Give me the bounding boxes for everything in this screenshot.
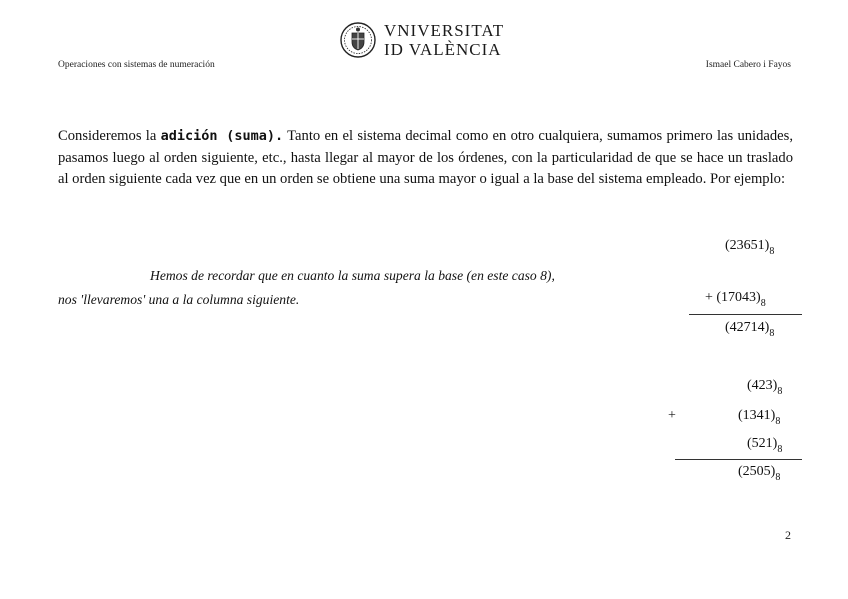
university-seal-icon xyxy=(340,22,376,58)
example1-result: $(42714)_8$ xyxy=(725,320,775,339)
page-number: 2 xyxy=(785,528,791,542)
example1-addend-2: + $(17043)_8$ xyxy=(705,290,766,309)
carry-note xyxy=(58,264,698,312)
example2-addend-1: $(423)_8$ xyxy=(747,378,783,397)
university-logo xyxy=(340,20,520,66)
logo-text-line2: ID VALÈNCIA xyxy=(384,40,502,59)
example1-addend-1: $(23651)_8$ xyxy=(725,238,775,257)
header-author: Ismael Cabero i Fayos xyxy=(705,60,791,70)
note-line-1: Hemos de recordar que en cuanto la suma supera la base (en este caso 8), xyxy=(150,268,555,283)
paragraph-bold-term: adición (suma). xyxy=(160,128,284,144)
example2-plus-sign: + xyxy=(668,408,676,423)
header-course-title: Operaciones con sistemas de numeración xyxy=(58,60,215,70)
logo-text-line1: VNIVERSITAT xyxy=(384,21,505,40)
example2-addend-3: $(521)_8$ xyxy=(747,436,783,455)
example2-sum-line xyxy=(675,459,802,460)
paragraph-rest: Tanto en el sistema decimal como en otro cualquiera, sumamos primero las unidades, pasamos luego al orden siguiente, etc., hasta llegar al mayor de los órdenes, con la particularidad de que se hace un traslado al orden siguiente cada vez que en un orden se obtiene una suma mayor o igual a la base del sistema empleado. Por ejemplo: xyxy=(58,128,793,187)
paragraph-start: Consideremos la xyxy=(58,128,161,144)
example2-result: $(2505)_8$ xyxy=(738,464,781,483)
example1-sum-line xyxy=(689,314,802,315)
note-line-2: nos 'llevaremos' una a la columna siguiente. xyxy=(58,292,300,307)
example2-addend-2: $(1341)_8$ xyxy=(738,408,781,427)
intro-paragraph xyxy=(58,126,793,191)
